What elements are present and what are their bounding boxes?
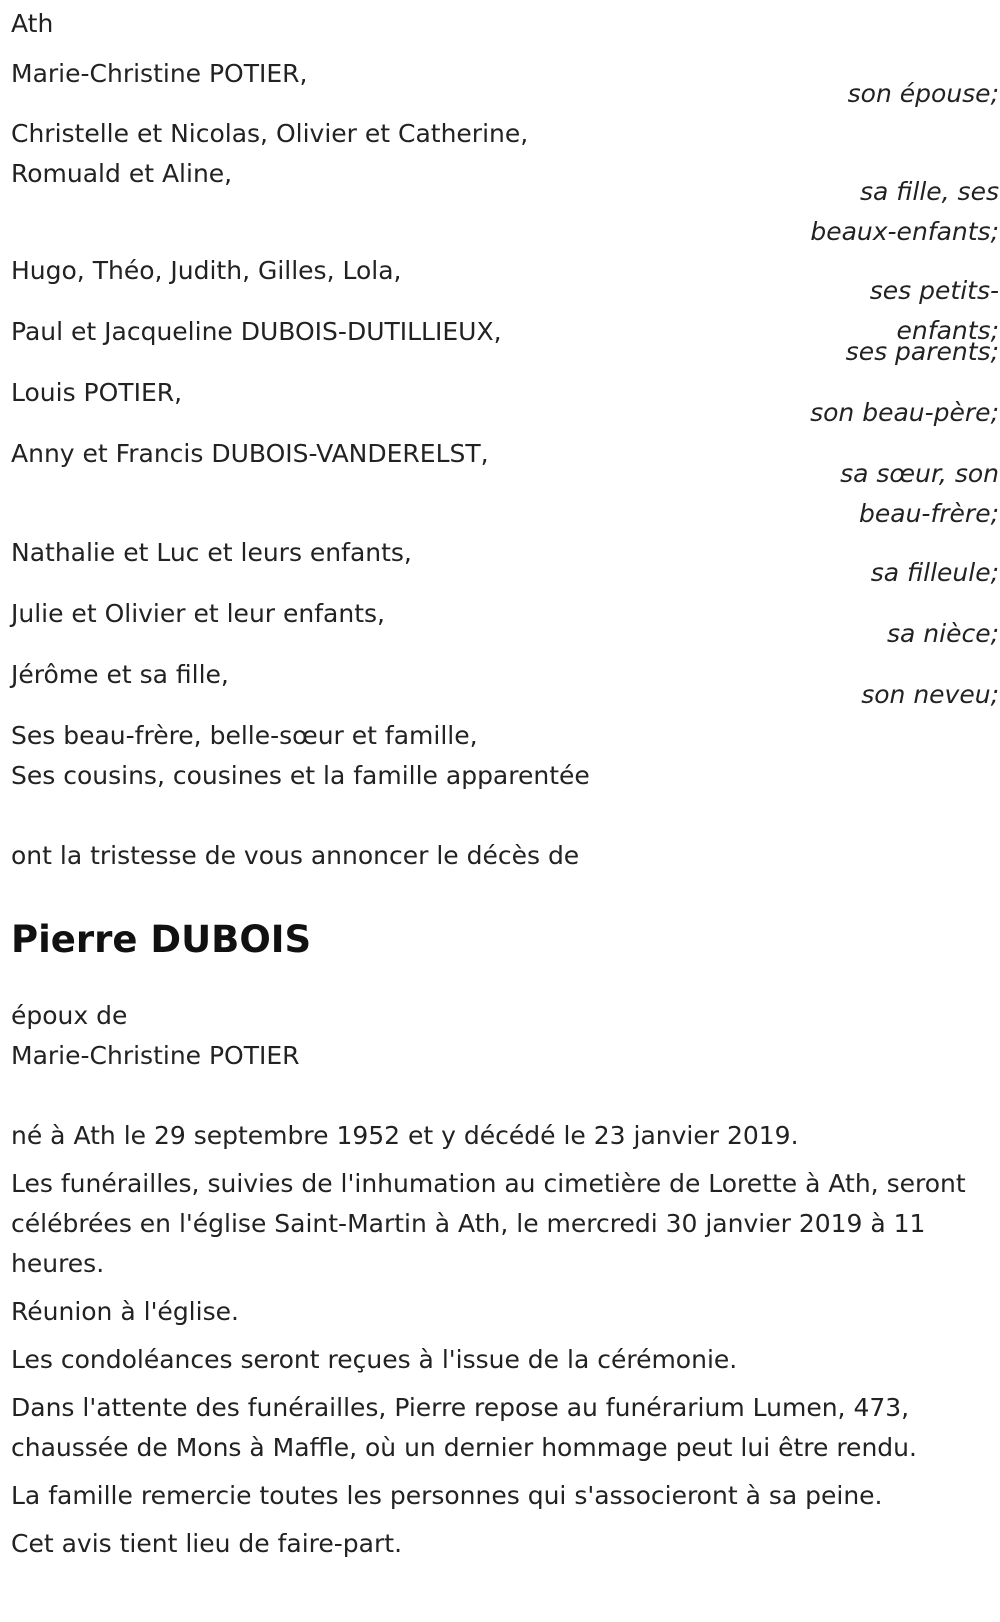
family-row-niece <box>11 594 999 655</box>
family-row-spouse <box>11 54 999 114</box>
family-row-sister <box>11 434 999 533</box>
extended-family-line: Ses cousins, cousines et la famille apparentée <box>11 761 590 790</box>
birth-death: né à Ath le 29 septembre 1952 et y décédé le 23 janvier 2019. <box>11 1121 799 1150</box>
condolences-info: Les condoléances seront reçues à l'issue de la cérémonie. <box>11 1345 738 1374</box>
announcement: ont la tristesse de vous annoncer le décès de <box>11 841 580 870</box>
family-role: ses parents; <box>845 337 999 366</box>
obituary-notice <box>11 4 999 1572</box>
spouse-label: époux de <box>11 1001 128 1030</box>
family-role: sa filleule; <box>870 558 999 587</box>
extended-family <box>11 716 999 796</box>
notice-text: Cet avis tient lieu de faire-part. <box>11 1529 403 1558</box>
family-row-children <box>11 114 999 251</box>
family-role: son neveu; <box>861 680 999 709</box>
meeting-info: Réunion à l'église. <box>11 1297 239 1326</box>
family-names: Marie-Christine POTIER, <box>11 59 308 88</box>
family-names: Louis POTIER, <box>11 378 183 407</box>
family-role: ses petits-enfants; <box>869 276 999 345</box>
family-names: Julie et Olivier et leur enfants, <box>11 599 385 628</box>
funeral-details: Les funérailles, suivies de l'inhumation au cimetière de Lorette à Ath, seront célébrées en l'église Saint-Martin à Ath, le mercredi 30 janvier 2019 à 11 heures. <box>11 1169 966 1278</box>
spouse-name: Marie-Christine POTIER <box>11 1041 300 1070</box>
family-role: sa fille, ses beaux-enfants; <box>810 177 999 246</box>
family-role: sa sœur, son beau-frère; <box>840 459 999 528</box>
family-names: Romuald et Aline, <box>11 159 233 188</box>
family-role: sa nièce; <box>886 619 999 648</box>
viewing-info: Dans l'attente des funérailles, Pierre repose au funérarium Lumen, 473, chaussée de Mons à Maffle, où un dernier hommage peut lui être rendu. <box>11 1393 917 1462</box>
family-row-parents <box>11 312 999 373</box>
extended-family-line: Ses beau-frère, belle-sœur et famille, <box>11 721 478 750</box>
family-names: Nathalie et Luc et leurs enfants, <box>11 538 412 567</box>
family-row-father-in-law <box>11 373 999 434</box>
family-row-goddaughter <box>11 533 999 594</box>
family-names: Paul et Jacqueline DUBOIS-DUTILLIEUX, <box>11 317 502 346</box>
thanks-text: La famille remercie toutes les personnes qui s'associeront à sa peine. <box>11 1481 883 1510</box>
family-names: Jérôme et sa fille, <box>11 660 229 689</box>
family-role: son beau-père; <box>810 398 999 427</box>
family-row-nephew <box>11 655 999 716</box>
family-names: Christelle et Nicolas, Olivier et Catherine, <box>11 119 529 148</box>
family-names: Anny et Francis DUBOIS-VANDERELST, <box>11 439 489 468</box>
location: Ath <box>11 9 54 38</box>
family-role: son épouse; <box>847 79 999 108</box>
deceased-name: Pierre DUBOIS <box>11 918 312 961</box>
family-names: Hugo, Théo, Judith, Gilles, Lola, <box>11 256 402 285</box>
